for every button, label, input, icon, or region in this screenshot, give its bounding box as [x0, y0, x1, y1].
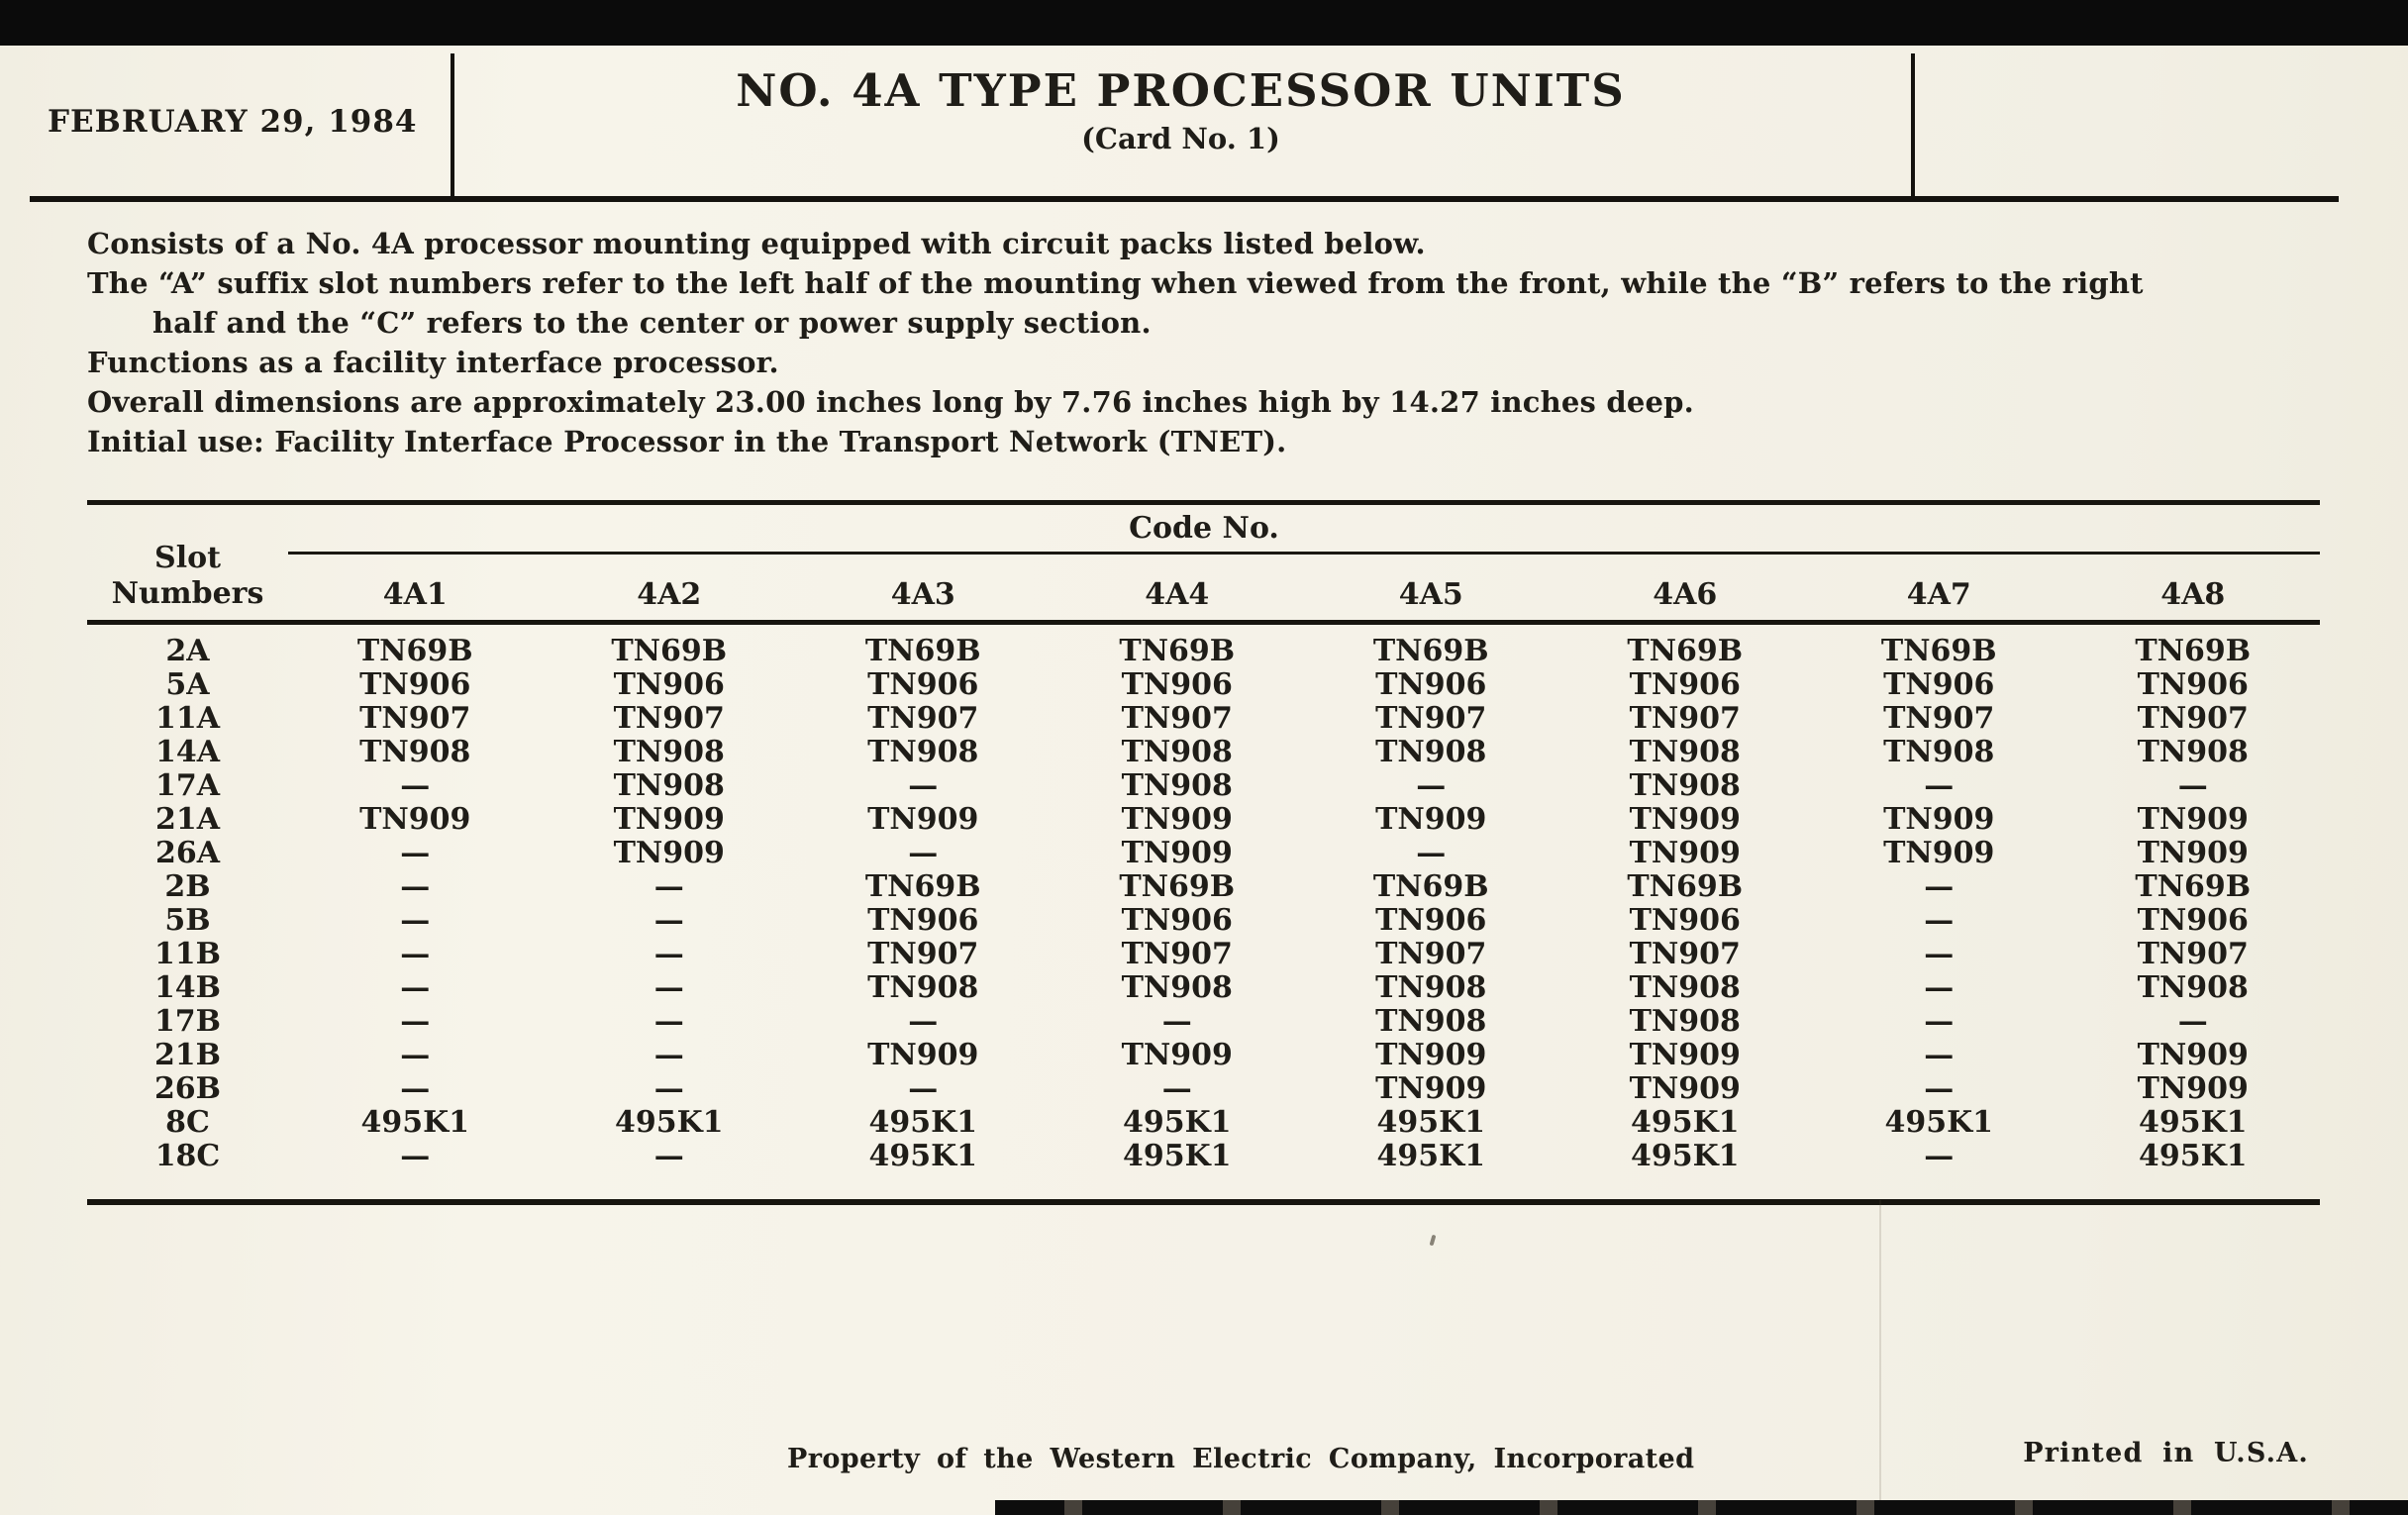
code-cell: TN906 [613, 667, 725, 702]
code-cell: TN909 [867, 1038, 979, 1072]
processor-table-wrap [87, 500, 2320, 1205]
table-row [87, 736, 2320, 769]
slot-numbers-header [87, 503, 288, 623]
table-row [87, 1106, 2320, 1140]
code-cell: TN908 [1121, 768, 1233, 803]
code-cell: TN908 [1629, 735, 1741, 769]
code-cell: TN69B [2135, 869, 2252, 904]
slot-number-cell: 18C [154, 1139, 221, 1173]
code-cell: 495K1 [360, 1105, 470, 1140]
code-cell: TN909 [1883, 802, 1995, 837]
code-cell: — [653, 970, 684, 1005]
code-cell: — [1924, 1071, 1955, 1106]
code-cell: TN907 [613, 701, 725, 736]
code-cell: — [2177, 768, 2208, 803]
processor-table-body [87, 623, 2320, 1203]
document-date: FEBRUARY 29, 1984 [48, 104, 418, 140]
slot-number-cell: 26B [153, 1071, 222, 1106]
code-cell: 495K1 [2138, 1139, 2248, 1173]
code-cell: TN909 [2137, 1038, 2249, 1072]
code-cell: TN906 [1121, 667, 1233, 702]
code-cell: — [1161, 1071, 1192, 1106]
code-cell: TN908 [2137, 970, 2249, 1005]
code-cell: TN907 [2137, 937, 2249, 971]
code-cell: — [653, 1139, 684, 1173]
code-cell: — [400, 1004, 431, 1039]
code-cell: 495K1 [1122, 1139, 1232, 1173]
code-cell: — [1924, 937, 1955, 971]
code-cell: TN907 [1629, 937, 1741, 971]
code-cell: 495K1 [1376, 1139, 1486, 1173]
code-cell: — [908, 768, 939, 803]
table-row [87, 1140, 2320, 1202]
code-cell: TN909 [2137, 802, 2249, 837]
code-cell: TN69B [864, 869, 981, 904]
slot-number-cell: 2B [164, 869, 211, 904]
table-row [87, 769, 2320, 803]
scan-top-bar [0, 0, 2408, 46]
code-cell: — [653, 1038, 684, 1072]
table-row [87, 623, 2320, 669]
code-cell: TN907 [1375, 937, 1487, 971]
code-cell: — [653, 903, 684, 938]
code-cell: TN907 [1121, 937, 1233, 971]
table-row [87, 938, 2320, 971]
code-cell: — [400, 1038, 431, 1072]
code-cell: TN907 [867, 701, 979, 736]
code-cell: TN908 [1375, 735, 1487, 769]
code-cell: TN69B [611, 634, 728, 668]
code-cell: — [1924, 869, 1955, 904]
code-cell: TN907 [867, 937, 979, 971]
code-cell: — [1924, 1004, 1955, 1039]
footer-printed-note: Printed in U.S.A. [2023, 1438, 2309, 1468]
code-cell: TN908 [1121, 735, 1233, 769]
code-cell: TN906 [1883, 667, 1995, 702]
code-cell: TN909 [1375, 1038, 1487, 1072]
code-cell: TN906 [867, 667, 979, 702]
code-cell: 495K1 [614, 1105, 724, 1140]
code-cell: 495K1 [1630, 1139, 1740, 1173]
code-cell: TN69B [1627, 869, 1744, 904]
code-cell: — [1161, 1004, 1192, 1039]
code-cell: — [400, 1071, 431, 1106]
code-cell: TN906 [1121, 903, 1233, 938]
intro-line-initial-use: Initial use: Facility Interface Processor in the Transport Network (TNET). [87, 425, 1287, 458]
document-title: NO. 4A TYPE PROCESSOR UNITS [736, 64, 1626, 117]
slot-header-line2: Numbers [111, 576, 264, 611]
code-cell: TN907 [1121, 701, 1233, 736]
code-cell: 495K1 [1122, 1105, 1232, 1140]
code-cell: 495K1 [868, 1139, 978, 1173]
table-row [87, 1039, 2320, 1072]
code-cell: TN909 [2137, 836, 2249, 870]
slot-number-cell: 2A [165, 634, 210, 668]
code-cell: — [1924, 768, 1955, 803]
code-cell: TN909 [1629, 836, 1741, 870]
code-cell: TN908 [1375, 970, 1487, 1005]
code-cell: TN908 [1121, 970, 1233, 1005]
slot-number-cell: 21B [153, 1038, 222, 1072]
intro-section [87, 224, 2364, 461]
code-cell: TN909 [1629, 1071, 1741, 1106]
code-cell: TN907 [2137, 701, 2249, 736]
code-cell: 495K1 [2138, 1105, 2248, 1140]
title-block [451, 65, 1911, 154]
slot-header-line1: Slot [154, 541, 221, 575]
code-cell: TN906 [1375, 903, 1487, 938]
code-column-header-4a8: 4A8 [2066, 554, 2321, 623]
code-column-header-4a2: 4A2 [543, 554, 797, 623]
table-row [87, 904, 2320, 938]
code-cell: TN906 [1375, 667, 1487, 702]
code-cell: — [2177, 1004, 2208, 1039]
code-cell: TN909 [867, 802, 979, 837]
slot-number-cell: 26A [154, 836, 221, 870]
scan-bottom-strip [995, 1500, 2408, 1515]
code-cell: TN69B [864, 634, 981, 668]
intro-line-suffix-1: The “A” suffix slot numbers refer to the left half of the mounting when viewed from the front, while the “B” refers to the right [87, 266, 2144, 300]
processor-table [87, 500, 2320, 1205]
code-cell: 495K1 [868, 1105, 978, 1140]
code-cell: TN69B [356, 634, 473, 668]
code-cell: 495K1 [1376, 1105, 1486, 1140]
code-cell: — [400, 970, 431, 1005]
table-row [87, 1005, 2320, 1039]
code-cell: — [400, 903, 431, 938]
code-cell: TN909 [359, 802, 471, 837]
code-cell: TN909 [1629, 1038, 1741, 1072]
code-cell: TN906 [2137, 903, 2249, 938]
code-cell: — [653, 937, 684, 971]
group-header-row [87, 503, 2320, 554]
code-cell: — [653, 1004, 684, 1039]
code-cell: TN909 [613, 802, 725, 837]
code-cell: TN908 [613, 735, 725, 769]
header-rule [30, 196, 2339, 202]
code-cell: TN909 [1121, 1038, 1233, 1072]
code-cell: — [1924, 1038, 1955, 1072]
code-cell: TN908 [2137, 735, 2249, 769]
code-column-header-4a5: 4A5 [1304, 554, 1558, 623]
code-cell: — [908, 1004, 939, 1039]
code-cell: TN69B [1372, 869, 1489, 904]
code-cell: TN909 [613, 836, 725, 870]
code-cell: — [653, 1071, 684, 1106]
code-cell: — [1416, 768, 1447, 803]
code-cell: TN69B [1372, 634, 1489, 668]
slot-number-cell: 14A [154, 735, 221, 769]
table-row [87, 702, 2320, 736]
code-cell: TN909 [1883, 836, 1995, 870]
intro-line-suffix-2: half and the “C” refers to the center or power supply section. [152, 306, 1152, 340]
code-column-header-4a4: 4A4 [1051, 554, 1305, 623]
code-cell: TN909 [2137, 1071, 2249, 1106]
code-cell: TN907 [359, 701, 471, 736]
slot-number-cell: 11B [153, 937, 222, 971]
code-no-label: Code No. [1129, 511, 1279, 546]
slot-number-cell: 17A [154, 768, 221, 803]
code-cell: TN69B [1119, 634, 1236, 668]
code-cell: TN906 [1629, 903, 1741, 938]
code-cell: TN909 [1629, 802, 1741, 837]
code-cell: TN908 [867, 970, 979, 1005]
table-row [87, 803, 2320, 837]
intro-line-consists: Consists of a No. 4A processor mounting equipped with circuit packs listed below. [87, 227, 1426, 260]
slot-number-cell: 5B [164, 903, 211, 938]
code-columns-header-row [87, 554, 2320, 623]
code-cell: TN69B [1880, 634, 1997, 668]
code-cell: TN908 [613, 768, 725, 803]
code-cell: — [400, 836, 431, 870]
code-cell: TN908 [1629, 1004, 1741, 1039]
code-cell: TN908 [359, 735, 471, 769]
table-row [87, 837, 2320, 870]
header-divider-right [1911, 53, 1915, 198]
code-cell: TN906 [359, 667, 471, 702]
code-cell: TN909 [1375, 802, 1487, 837]
code-cell: 495K1 [1630, 1105, 1740, 1140]
code-cell: — [400, 1139, 431, 1173]
code-cell: — [1924, 903, 1955, 938]
code-cell: TN906 [1629, 667, 1741, 702]
code-cell: TN907 [1629, 701, 1741, 736]
code-cell: TN908 [867, 735, 979, 769]
scan-crease [1879, 1200, 1881, 1515]
code-no-group-header [288, 503, 2320, 554]
code-cell: TN908 [1629, 768, 1741, 803]
code-cell: TN908 [1883, 735, 1995, 769]
slot-number-cell: 17B [153, 1004, 222, 1039]
code-cell: TN69B [2135, 634, 2252, 668]
code-column-header-4a3: 4A3 [796, 554, 1051, 623]
table-row [87, 1072, 2320, 1106]
table-row [87, 971, 2320, 1005]
code-cell: 495K1 [1884, 1105, 1994, 1140]
code-cell: — [908, 1071, 939, 1106]
slot-number-cell: 8C [165, 1105, 210, 1140]
slot-number-cell: 11A [154, 701, 221, 736]
footer-property-notice: Property of the Western Electric Company, Incorporated [787, 1444, 1695, 1474]
table-row [87, 668, 2320, 702]
intro-line-dimensions: Overall dimensions are approximately 23.00 inches long by 7.76 inches high by 14.27 inches deep. [87, 385, 1694, 419]
document-subtitle: (Card No. 1) [1081, 122, 1280, 155]
code-cell: — [1924, 970, 1955, 1005]
code-cell: — [1924, 1139, 1955, 1173]
table-row [87, 870, 2320, 904]
intro-line-functions: Functions as a facility interface processor. [87, 346, 779, 379]
code-cell: — [653, 869, 684, 904]
code-cell: TN907 [1883, 701, 1995, 736]
code-cell: — [400, 869, 431, 904]
processor-table-head [87, 503, 2320, 623]
code-cell: TN907 [1375, 701, 1487, 736]
code-cell: — [400, 937, 431, 971]
code-cell: TN909 [1375, 1071, 1487, 1106]
code-cell: TN908 [1375, 1004, 1487, 1039]
code-cell: — [1416, 836, 1447, 870]
code-cell: TN906 [867, 903, 979, 938]
code-cell: TN908 [1629, 970, 1741, 1005]
code-column-header-4a1: 4A1 [288, 554, 543, 623]
code-cell: TN69B [1627, 634, 1744, 668]
code-cell: — [908, 836, 939, 870]
code-column-header-4a6: 4A6 [1558, 554, 1813, 623]
code-cell: TN906 [2137, 667, 2249, 702]
code-cell: TN909 [1121, 802, 1233, 837]
code-column-header-4a7: 4A7 [1812, 554, 2066, 623]
code-cell: — [400, 768, 431, 803]
slot-number-cell: 14B [153, 970, 222, 1005]
slot-number-cell: 21A [154, 802, 221, 837]
code-cell: TN909 [1121, 836, 1233, 870]
code-cell: TN69B [1119, 869, 1236, 904]
slot-number-cell: 5A [165, 667, 210, 702]
